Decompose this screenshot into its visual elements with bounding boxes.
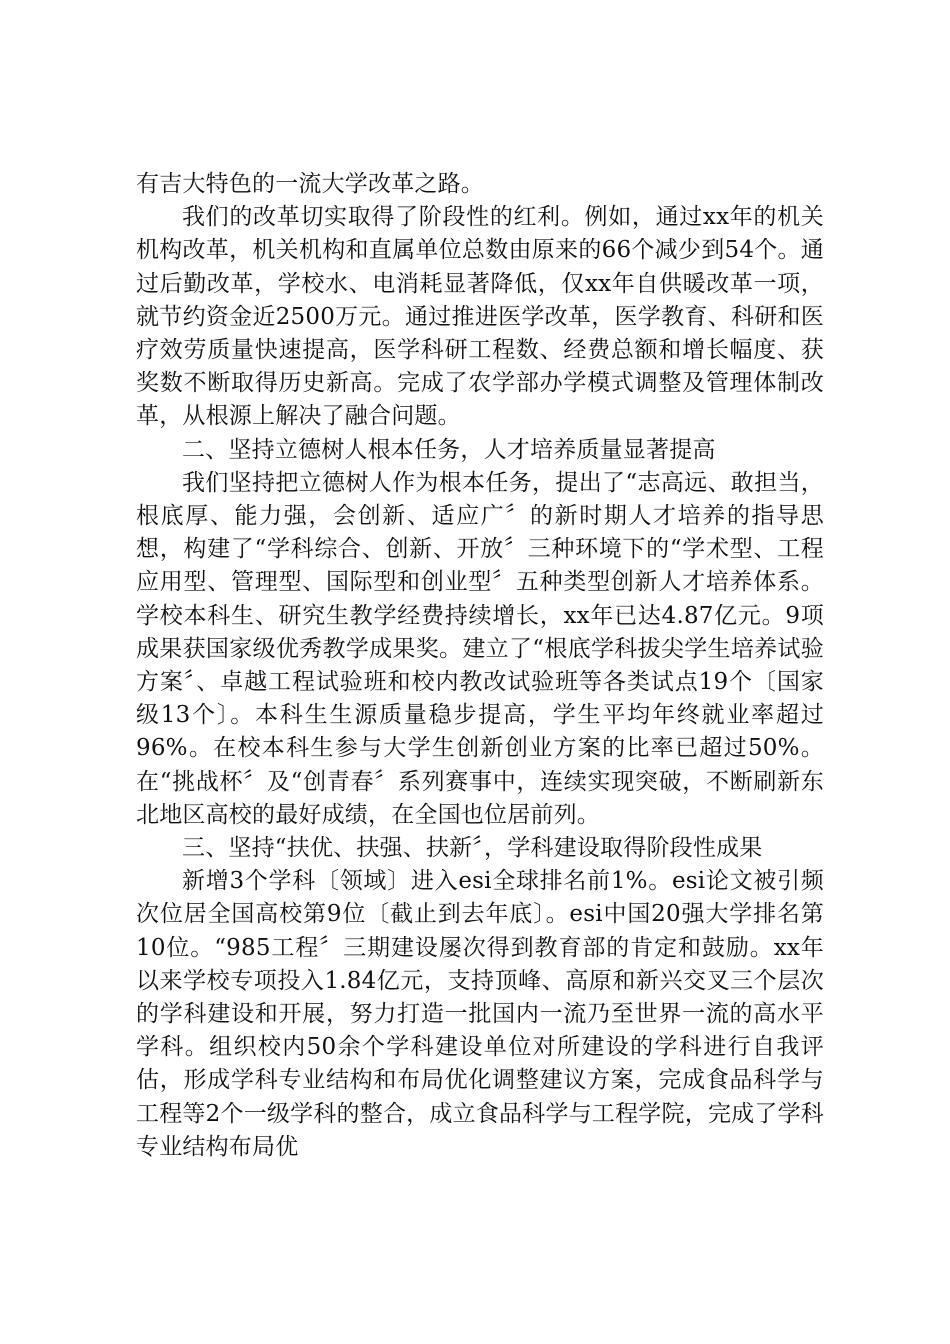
paragraph-reform-dividends: 我们的改革切实取得了阶段性的红利。例如，通过xx年的机关机构改革，机关机构和直属单位总数由原来的66个减少到54个。通过后勤改革，学校水、电消耗显著降低，仅xx年自供暖改革一项，就节约资金近2500万元。通过推进医学改革，医学教育、科研和医疗效劳质量快速提高，医学科研工程数、经费总额和增长幅度、获奖数不断取得历史新高。完成了农学部办学模式调整及管理体制改革，从根源上解决了融合问题。 bbox=[136, 204, 824, 430]
paragraph-discipline-building: 新增3个学科〔领域〕进入esi全球排名前1%。esi论文被引频次位居全国高校第9位〔截止到去年底〕。esi中国20强大学排名第10位。“985工程〞三期建设屡次得到教育部的肯定和鼓励。xx年以来学校专项投入1.84亿元，支持顶峰、高原和新兴交叉三个层次的学科建设和开展，努力打造一批国内一流乃至世界一流的高水平学科。组织校内50余个学科建设单位对所建设的学科进行自我评估，形成学科专业结构和布局优化调整建议方案，完成食品科学与工程等2个一级学科的整合，成立食品科学与工程学院，完成了学科专业结构布局优 bbox=[136, 868, 824, 1160]
paragraph-continuation: 有吉大特色的一流大学改革之路。 bbox=[136, 171, 484, 197]
section-heading-discipline-building: 三、坚持“扶优、扶强、扶新〞，学科建设取得阶段性成果 bbox=[182, 835, 763, 862]
paragraph-talent-cultivation: 我们坚持把立德树人作为根本任务，提出了“志高远、敢担当，根底厚、能力强，会创新、适应广〞的新时期人才培养的指导思想，构建了“学科综合、创新、开放〞三种环境下的“学术型、工程应用型、管理型、国际型和创业型〞五种类型创新人才培养体系。学校本科生、研究生教学经费持续增长，xx年已达4.87亿元。9项成果获国家级优秀教学成果奖。建立了“根底学科拔尖学生培养试验方案〞、卓越工程试验班和校内教改试验班等各类试点19个〔国家级13个〕。本科生生源质量稳步提高，学生平均年终就业率超过96%。在校本科生参与大学生创新创业方案的比率已超过50%。在“挑战杯〞及“创青春〞系列赛事中，连续实现突破，不断刷新东北地区高校的最好成绩，在全国也位居前列。 bbox=[136, 469, 824, 828]
section-heading-talent-cultivation: 二、坚持立德树人根本任务，人才培养质量显著提高 bbox=[182, 436, 716, 463]
document-body bbox=[136, 168, 824, 1164]
